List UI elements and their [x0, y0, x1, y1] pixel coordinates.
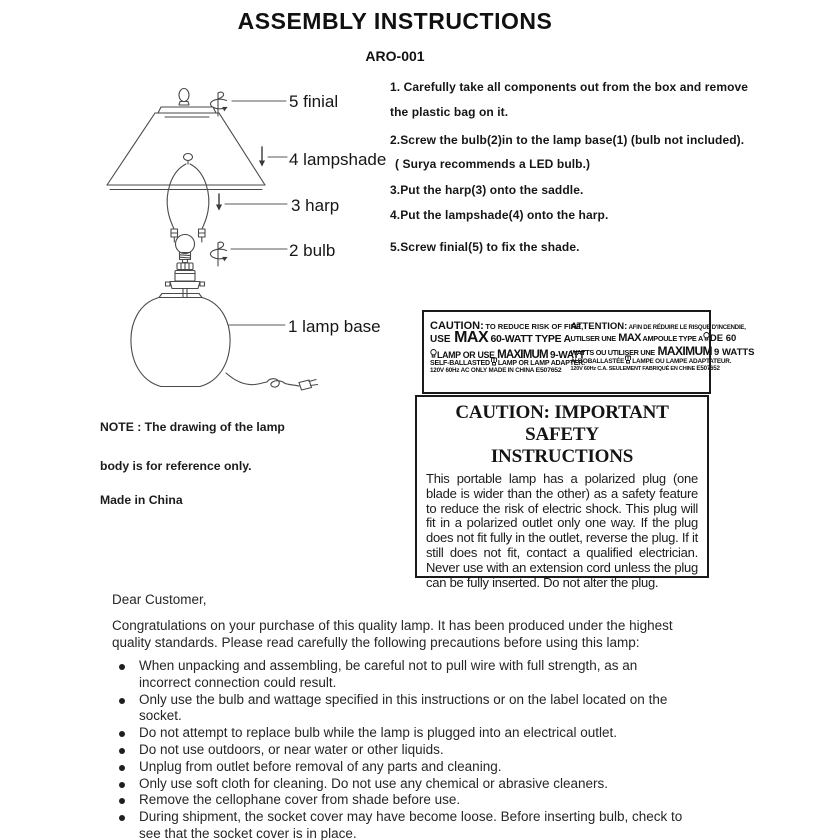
bullet-icon: [119, 798, 125, 804]
bullet-icon: [119, 698, 125, 704]
socket-drawing: [166, 263, 205, 297]
cfl-lamp-icon: [490, 357, 498, 366]
caution-line: 120V 60Hz AC ONLY MADE IN CHINAE507652: [430, 367, 562, 374]
step-line: 4.Put the lampshade(4) onto the harp.: [390, 208, 609, 222]
precaution-item: Unplug from outlet before removal of any parts and cleaning.: [112, 759, 694, 776]
bulb-drawing: [176, 235, 195, 263]
caution-line: AUTOBALLASTÉE LAMPE OU LAMPE ADAPTATEUR.: [571, 355, 708, 365]
model-number: ARO-001: [365, 48, 425, 64]
finial-drawing: [179, 89, 189, 106]
plug-drawing: [299, 380, 318, 391]
lamp-base-drawing: [131, 294, 230, 387]
note-line: Made in China: [100, 493, 183, 507]
safety-title-line1: CAUTION: IMPORTANT SAFETY: [455, 402, 669, 445]
caution-label-english: [424, 312, 585, 392]
caution-line: ATTENTION:AFIN DE RÉDUIRE LE RISQUE D'INCENDIE,: [570, 321, 746, 332]
harp-drawing: [167, 154, 209, 243]
precaution-item: Do not attempt to replace bulb while the lamp is plugged into an electrical outlet.: [112, 725, 694, 742]
step-line: ( Surya recommends a LED bulb.): [395, 157, 591, 171]
part-label-bulb: 2 bulb: [289, 241, 336, 260]
letter-salutation: Dear Customer,: [112, 592, 207, 607]
precaution-list: [112, 658, 694, 840]
caution-line: SELF-BALLASTED LAMP OR LAMP ADAPTER.: [430, 357, 565, 367]
precaution-item: Only use soft cloth for cleaning. Do not use any chemical or abrasive cleaners.: [112, 776, 694, 793]
rotate-arrow-icon: [210, 92, 226, 116]
step-line: 3.Put the harp(3) onto the saddle.: [390, 183, 584, 197]
caution-line: LAMP OR USE MAXIMUM 9-WATT: [430, 345, 565, 357]
safety-body: This portable lamp has a polarized plug (one blade is wider than the other) as a safety feature to reduce the risk of electric shock. This plug will fit in a polarized outlet only one way. If the plug does not fit fully in the outlet, reverse the plug. If it still does not fit, contact a qualified electrician. Never use with an extension cord unless the plug can be fully inserted. Do not alter the plug.: [426, 471, 698, 590]
note-line: body is for reference only.: [100, 459, 252, 473]
precaution-item: When unpacking and assembling, be careful not to pull wire with full strength, as an incorrect connection could result.: [112, 658, 694, 692]
caution-line: USE MAX 60-WATT TYPE A: [430, 329, 571, 346]
note-line: NOTE : The drawing of the lamp: [100, 420, 285, 434]
precaution-item: During shipment, the socket cover may have become loose. Before inserting bulb, check to see that the socket cover is in place.: [112, 809, 694, 840]
step-line: 2.Screw the bulb(2)in to the lamp base(1) (bulb not included).: [390, 133, 745, 147]
bullet-icon: [119, 731, 125, 737]
caution-line: WATTS OU UTILISER UNE MAXIMUM 9 WATTS: [570, 344, 755, 358]
step-line: the plastic bag on it.: [390, 105, 509, 119]
safety-title: [426, 402, 698, 468]
part-label-harp: 3 harp: [291, 196, 340, 215]
caution-line: CAUTION: TO REDUCE RISK OF FIRE,: [430, 320, 584, 332]
caution-rating-label: [422, 310, 755, 394]
bullet-icon: [119, 765, 125, 771]
precaution-item: Only use the bulb and wattage specified in this instructions or on the label located on the socket.: [112, 692, 694, 726]
lampshade-drawing: [107, 107, 265, 190]
precaution-item: Do not use outdoors, or near water or other liquids.: [112, 742, 694, 759]
page-title: ASSEMBLY INSTRUCTIONS: [237, 8, 553, 34]
safety-instructions-box: [415, 395, 709, 590]
step-line: 1. Carefully take all components out from the box and remove: [390, 80, 749, 94]
letter-intro: Congratulations on your purchase of this quality lamp. It has been produced under the highest quality standards. Please read carefully the following precautions before using this lamp:: [112, 618, 673, 650]
bullet-icon: [119, 782, 125, 788]
bullet-icon: [119, 748, 125, 754]
cord-drawing: [226, 373, 299, 387]
bullet-icon: [119, 815, 125, 821]
safety-title-line2: INSTRUCTIONS: [490, 446, 634, 467]
part-label-finial: 5 finial: [289, 92, 339, 111]
lamp-diagram: [95, 85, 395, 415]
caution-label-french: [567, 312, 755, 392]
precaution-item: Remove the cellophane cover from shade before use.: [112, 792, 694, 809]
caution-line: 120V 60Hz C.A. SEULEMENT FABRIQUÉ EN CHINEE507652: [570, 365, 720, 372]
rotate-arrow-icon: [210, 242, 226, 266]
part-label-lamp-base: 1 lamp base: [288, 317, 381, 336]
part-label-lampshade: 4 lampshade: [289, 150, 387, 169]
customer-letter: [112, 592, 694, 840]
bullet-icon: [119, 664, 125, 670]
bulb-icon: [703, 332, 710, 342]
step-line: 5.Screw finial(5) to fix the shade.: [390, 240, 580, 254]
caution-line: UTILSER UNE MAX AMPOULE TYPE A DE 60: [570, 332, 737, 344]
